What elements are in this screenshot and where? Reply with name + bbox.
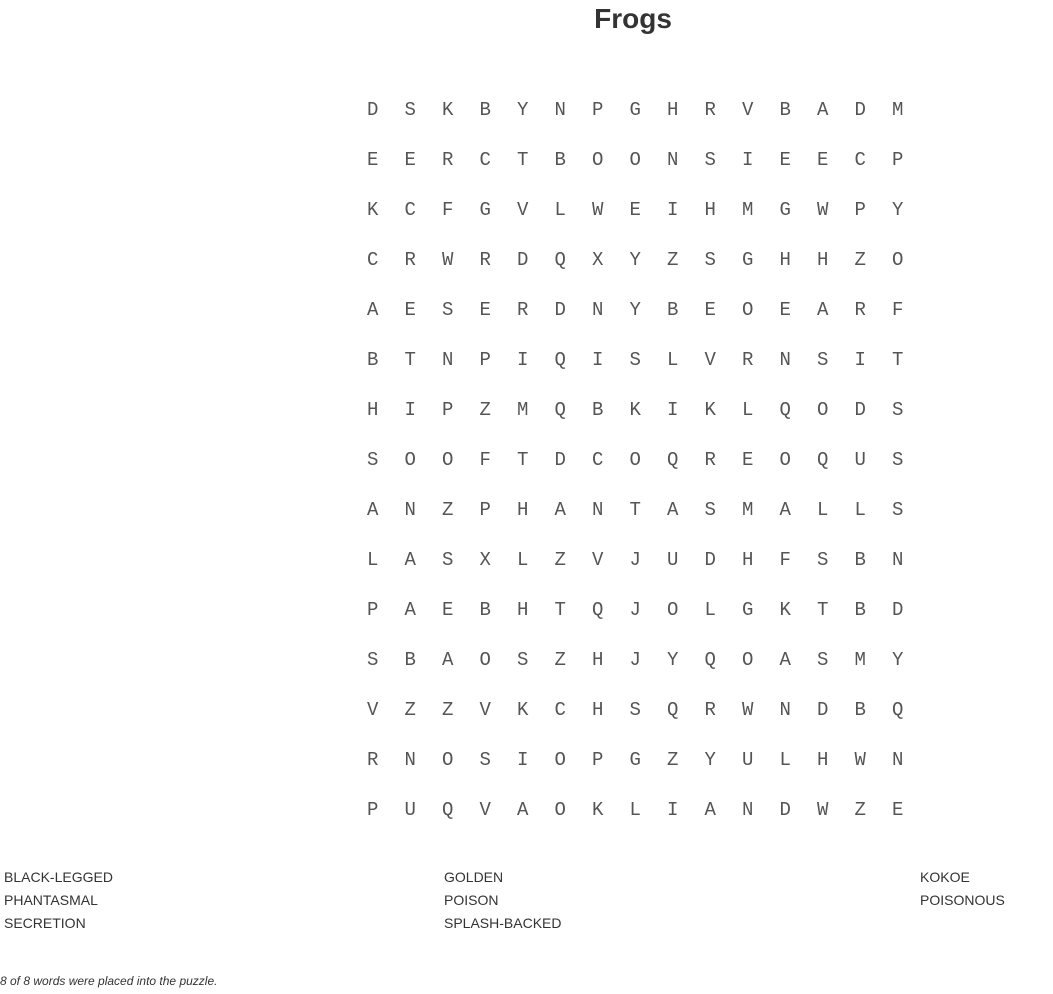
word-list-item: POISONOUS bbox=[920, 892, 1005, 908]
grid-cell: S bbox=[517, 649, 529, 671]
grid-cell: Y bbox=[892, 649, 904, 671]
grid-cell: S bbox=[367, 449, 379, 471]
grid-cell: K bbox=[517, 699, 529, 721]
grid-cell: K bbox=[592, 799, 604, 821]
grid-cell: J bbox=[629, 599, 641, 621]
grid-cell: G bbox=[742, 599, 754, 621]
grid-cell: N bbox=[592, 299, 604, 321]
grid-cell: V bbox=[479, 699, 491, 721]
grid-cell: O bbox=[442, 749, 454, 771]
grid-cell: F bbox=[442, 199, 454, 221]
grid-cell: S bbox=[442, 299, 454, 321]
grid-cell: I bbox=[667, 199, 679, 221]
grid-cell: F bbox=[892, 299, 904, 321]
grid-cell: Y bbox=[704, 749, 716, 771]
grid-cell: R bbox=[704, 99, 716, 121]
grid-cell: H bbox=[592, 649, 604, 671]
grid-cell: E bbox=[742, 449, 754, 471]
grid-cell: R bbox=[742, 349, 754, 371]
grid-cell: G bbox=[779, 199, 791, 221]
grid-cell: A bbox=[779, 499, 791, 521]
grid-cell: Z bbox=[854, 799, 866, 821]
puzzle-title: Frogs bbox=[594, 3, 672, 34]
grid-cell: E bbox=[629, 199, 641, 221]
grid-cell: E bbox=[404, 149, 416, 171]
word-column-1 bbox=[4, 866, 113, 935]
grid-cell: R bbox=[704, 449, 716, 471]
grid-cell: T bbox=[554, 599, 566, 621]
grid-cell: S bbox=[817, 349, 829, 371]
grid-cell: A bbox=[554, 499, 566, 521]
word-list-item: KOKOE bbox=[920, 869, 970, 885]
grid-cell: P bbox=[479, 499, 491, 521]
grid-cell: Z bbox=[404, 699, 416, 721]
grid-cell: Q bbox=[554, 399, 566, 421]
grid-cell: W bbox=[854, 749, 866, 771]
grid-cell: A bbox=[517, 799, 529, 821]
grid-cell: G bbox=[629, 749, 641, 771]
grid-cell: B bbox=[779, 99, 791, 121]
grid-cell: C bbox=[404, 199, 416, 221]
grid-cell: V bbox=[517, 199, 529, 221]
grid-cell: S bbox=[704, 249, 716, 271]
grid-cell: R bbox=[479, 249, 491, 271]
grid-cell: A bbox=[367, 499, 379, 521]
grid-cell: F bbox=[779, 549, 791, 571]
grid-cell: M bbox=[892, 99, 904, 121]
grid-cell: P bbox=[592, 749, 604, 771]
grid-cell: V bbox=[479, 799, 491, 821]
grid-cell: R bbox=[442, 149, 454, 171]
grid-cell: A bbox=[667, 499, 679, 521]
grid-cell: N bbox=[742, 799, 754, 821]
grid-cell: O bbox=[442, 449, 454, 471]
grid-cell: B bbox=[592, 399, 604, 421]
grid-cell: W bbox=[742, 699, 754, 721]
grid-cell: G bbox=[479, 199, 491, 221]
grid-cell: O bbox=[629, 449, 641, 471]
grid-cell: A bbox=[779, 649, 791, 671]
grid-cell: O bbox=[404, 449, 416, 471]
letter-grid bbox=[354, 85, 914, 835]
grid-cell: Z bbox=[554, 549, 566, 571]
grid-cell: D bbox=[779, 799, 791, 821]
grid-cell: Z bbox=[442, 699, 454, 721]
grid-cell: R bbox=[404, 249, 416, 271]
grid-cell: N bbox=[404, 499, 416, 521]
word-list-item: GOLDEN bbox=[444, 869, 504, 885]
grid-cell: W bbox=[817, 799, 829, 821]
grid-cell: U bbox=[404, 799, 416, 821]
grid-cell: H bbox=[817, 749, 829, 771]
grid-cell: V bbox=[367, 699, 379, 721]
grid-cell: D bbox=[517, 249, 529, 271]
grid-cell: L bbox=[704, 599, 716, 621]
grid-cell: G bbox=[629, 99, 641, 121]
grid-cell: V bbox=[592, 549, 604, 571]
grid-cell: R bbox=[517, 299, 529, 321]
grid-cell: P bbox=[592, 99, 604, 121]
grid-cell: D bbox=[854, 99, 866, 121]
grid-cell: Q bbox=[892, 699, 904, 721]
grid-cell: B bbox=[554, 149, 566, 171]
grid-cell: S bbox=[704, 149, 716, 171]
grid-cell: B bbox=[479, 599, 491, 621]
grid-cell: L bbox=[854, 499, 866, 521]
grid-cell: P bbox=[367, 799, 379, 821]
grid-cell: O bbox=[817, 399, 829, 421]
grid-cell: J bbox=[629, 549, 641, 571]
grid-cell: E bbox=[817, 149, 829, 171]
grid-cell: I bbox=[404, 399, 416, 421]
grid-cell: H bbox=[779, 249, 791, 271]
grid-cell: S bbox=[892, 399, 904, 421]
grid-cell: X bbox=[592, 249, 604, 271]
grid-cell: D bbox=[367, 99, 379, 121]
grid-cell: Y bbox=[517, 99, 529, 121]
grid-cell: T bbox=[517, 449, 529, 471]
grid-cell: Z bbox=[667, 749, 679, 771]
grid-cell: I bbox=[517, 749, 529, 771]
grid-cell: Q bbox=[667, 699, 679, 721]
grid-cell: D bbox=[554, 449, 566, 471]
grid-cell: L bbox=[367, 549, 379, 571]
grid-cell: S bbox=[629, 699, 641, 721]
grid-cell: O bbox=[742, 299, 754, 321]
grid-cell: C bbox=[479, 149, 491, 171]
grid-cell: O bbox=[629, 149, 641, 171]
grid-cell: L bbox=[742, 399, 754, 421]
grid-cell: Q bbox=[442, 799, 454, 821]
grid-cell: Y bbox=[892, 199, 904, 221]
grid-cell: Q bbox=[554, 349, 566, 371]
grid-cell: N bbox=[892, 549, 904, 571]
grid-cell: S bbox=[817, 649, 829, 671]
grid-cell: V bbox=[742, 99, 754, 121]
grid-cell: A bbox=[404, 549, 416, 571]
grid-cell: E bbox=[442, 599, 454, 621]
grid-cell: C bbox=[592, 449, 604, 471]
grid-cell: I bbox=[517, 349, 529, 371]
word-list-item: POISON bbox=[444, 892, 499, 908]
grid-cell: C bbox=[554, 699, 566, 721]
word-column-2 bbox=[444, 866, 561, 935]
grid-cell: A bbox=[704, 799, 716, 821]
grid-cell: S bbox=[629, 349, 641, 371]
grid-cell: L bbox=[629, 799, 641, 821]
grid-cell: L bbox=[517, 549, 529, 571]
grid-cell: O bbox=[892, 249, 904, 271]
grid-cell: G bbox=[742, 249, 754, 271]
grid-cell: D bbox=[854, 399, 866, 421]
grid-cell: K bbox=[629, 399, 641, 421]
grid-cell: U bbox=[667, 549, 679, 571]
grid-cell: B bbox=[667, 299, 679, 321]
grid-cell: W bbox=[817, 199, 829, 221]
grid-cell: O bbox=[667, 599, 679, 621]
grid-cell: Q bbox=[704, 649, 716, 671]
grid-cell: N bbox=[592, 499, 604, 521]
grid-cell: S bbox=[704, 499, 716, 521]
grid-cell: L bbox=[667, 349, 679, 371]
grid-cell: S bbox=[442, 549, 454, 571]
grid-cell: K bbox=[779, 599, 791, 621]
grid-cell: M bbox=[742, 499, 754, 521]
grid-cell: U bbox=[854, 449, 866, 471]
grid-cell: B bbox=[854, 549, 866, 571]
grid-cell: H bbox=[742, 549, 754, 571]
grid-cell: E bbox=[367, 149, 379, 171]
grid-cell: N bbox=[554, 99, 566, 121]
grid-cell: Z bbox=[442, 499, 454, 521]
grid-cell: R bbox=[854, 299, 866, 321]
grid-cell: E bbox=[704, 299, 716, 321]
grid-cell: B bbox=[404, 649, 416, 671]
grid-cell: S bbox=[479, 749, 491, 771]
grid-cell: C bbox=[854, 149, 866, 171]
grid-cell: E bbox=[404, 299, 416, 321]
grid-cell: Z bbox=[479, 399, 491, 421]
grid-cell: O bbox=[554, 749, 566, 771]
grid-cell: O bbox=[479, 649, 491, 671]
grid-cell: I bbox=[854, 349, 866, 371]
grid-cell: P bbox=[479, 349, 491, 371]
grid-cell: O bbox=[779, 449, 791, 471]
grid-cell: T bbox=[817, 599, 829, 621]
grid-cell: X bbox=[479, 549, 491, 571]
grid-cell: O bbox=[554, 799, 566, 821]
grid-cell: N bbox=[779, 349, 791, 371]
grid-cell: W bbox=[442, 249, 454, 271]
grid-cell: T bbox=[892, 349, 904, 371]
grid-cell: N bbox=[404, 749, 416, 771]
grid-cell: R bbox=[704, 699, 716, 721]
grid-cell: H bbox=[367, 399, 379, 421]
grid-cell: L bbox=[554, 199, 566, 221]
grid-cell: T bbox=[517, 149, 529, 171]
grid-cell: L bbox=[779, 749, 791, 771]
grid-cell: Q bbox=[817, 449, 829, 471]
grid-cell: N bbox=[892, 749, 904, 771]
grid-cell: P bbox=[892, 149, 904, 171]
grid-cell: D bbox=[817, 699, 829, 721]
grid-cell: E bbox=[779, 149, 791, 171]
grid-cell: Q bbox=[554, 249, 566, 271]
grid-cell: U bbox=[742, 749, 754, 771]
grid-cell: B bbox=[479, 99, 491, 121]
grid-cell: Y bbox=[629, 299, 641, 321]
grid-cell: B bbox=[367, 349, 379, 371]
word-list-item: SECRETION bbox=[4, 915, 86, 931]
grid-cell: Y bbox=[629, 249, 641, 271]
grid-cell: E bbox=[479, 299, 491, 321]
grid-cell: K bbox=[367, 199, 379, 221]
grid-cell: H bbox=[517, 599, 529, 621]
grid-cell: Q bbox=[779, 399, 791, 421]
grid-cell: K bbox=[442, 99, 454, 121]
grid-cell: Z bbox=[667, 249, 679, 271]
grid-cell: O bbox=[592, 149, 604, 171]
grid-cell: S bbox=[892, 449, 904, 471]
grid-cell: M bbox=[742, 199, 754, 221]
grid-cell: Y bbox=[667, 649, 679, 671]
grid-cell: S bbox=[367, 649, 379, 671]
grid-cell: Q bbox=[592, 599, 604, 621]
grid-cell: D bbox=[554, 299, 566, 321]
word-list-item: PHANTASMAL bbox=[4, 892, 98, 908]
grid-cell: R bbox=[367, 749, 379, 771]
grid-cell: A bbox=[404, 599, 416, 621]
grid-cell: H bbox=[592, 699, 604, 721]
grid-cell: H bbox=[667, 99, 679, 121]
grid-cell: I bbox=[592, 349, 604, 371]
grid-cell: K bbox=[704, 399, 716, 421]
grid-cell: I bbox=[742, 149, 754, 171]
grid-cell: H bbox=[817, 249, 829, 271]
grid-cell: B bbox=[854, 699, 866, 721]
grid-cell: C bbox=[367, 249, 379, 271]
grid-cell: H bbox=[704, 199, 716, 221]
grid-cell: A bbox=[817, 99, 829, 121]
grid-cell: A bbox=[367, 299, 379, 321]
placement-summary: 8 of 8 words were placed into the puzzle. bbox=[0, 974, 218, 988]
grid-cell: B bbox=[854, 599, 866, 621]
grid-cell: L bbox=[817, 499, 829, 521]
grid-cell: H bbox=[517, 499, 529, 521]
grid-cell: S bbox=[404, 99, 416, 121]
word-list-item: SPLASH-BACKED bbox=[444, 915, 562, 931]
grid-cell: Q bbox=[667, 449, 679, 471]
grid-cell: Z bbox=[854, 249, 866, 271]
grid-cell: M bbox=[517, 399, 529, 421]
word-list bbox=[0, 866, 1053, 946]
grid-cell: M bbox=[854, 649, 866, 671]
grid-cell: W bbox=[592, 199, 604, 221]
grid-cell: D bbox=[704, 549, 716, 571]
grid-cell: Z bbox=[554, 649, 566, 671]
grid-cell: T bbox=[629, 499, 641, 521]
grid-cell: T bbox=[404, 349, 416, 371]
grid-cell: V bbox=[704, 349, 716, 371]
word-list-item: BLACK-LEGGED bbox=[4, 869, 113, 885]
grid-cell: P bbox=[367, 599, 379, 621]
grid-cell: O bbox=[742, 649, 754, 671]
grid-cell: P bbox=[854, 199, 866, 221]
word-column-3 bbox=[920, 866, 1005, 912]
grid-cell: I bbox=[667, 399, 679, 421]
grid-cell: I bbox=[667, 799, 679, 821]
grid-cell: A bbox=[442, 649, 454, 671]
grid-cell: E bbox=[892, 799, 904, 821]
grid-cell: D bbox=[892, 599, 904, 621]
grid-cell: S bbox=[817, 549, 829, 571]
grid-cell: F bbox=[479, 449, 491, 471]
grid-cell: N bbox=[779, 699, 791, 721]
grid-cell: N bbox=[442, 349, 454, 371]
grid-cell: A bbox=[817, 299, 829, 321]
grid-cell: E bbox=[779, 299, 791, 321]
grid-cell: S bbox=[892, 499, 904, 521]
grid-cell: P bbox=[442, 399, 454, 421]
grid-cell: J bbox=[629, 649, 641, 671]
grid-cell: N bbox=[667, 149, 679, 171]
